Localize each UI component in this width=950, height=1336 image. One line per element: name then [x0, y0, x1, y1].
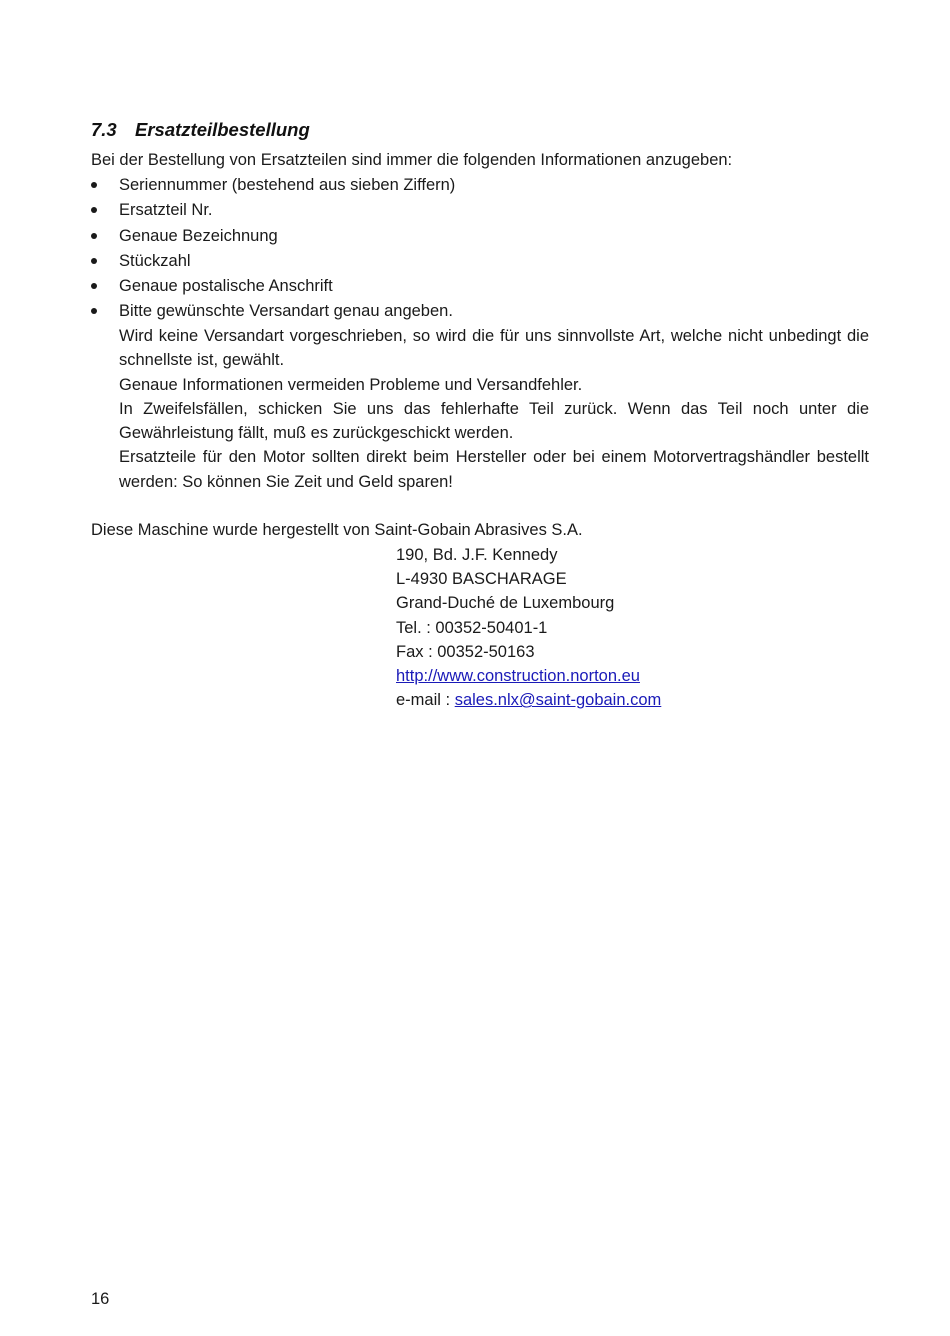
bullet-icon	[91, 258, 97, 264]
list-item-text: Stückzahl	[119, 251, 191, 270]
list-item	[91, 299, 869, 324]
required-info-list	[91, 173, 869, 325]
section-heading	[91, 116, 310, 144]
list-item	[91, 274, 869, 299]
email-label: e-mail :	[396, 691, 455, 710]
note-paragraph: Genaue Informationen vermeiden Probleme und Versandfehler.	[119, 375, 583, 394]
address-city: L-4930 BASCHARAGE	[396, 570, 567, 589]
address-email-row	[396, 688, 661, 712]
list-item-text: Seriennummer (bestehend aus sieben Ziffern)	[119, 176, 456, 194]
page-number: 16	[91, 1290, 110, 1308]
list-item	[91, 198, 869, 223]
shipping-notes	[119, 324, 869, 494]
list-item-text: Bitte gewünschte Versandart genau angeben.	[119, 302, 453, 321]
website-link[interactable]: http://www.construction.norton.eu	[396, 666, 640, 685]
list-item-text: Genaue Bezeichnung	[119, 226, 278, 245]
section-title: Ersatzteilbestellung	[135, 119, 310, 140]
note-paragraph: In Zweifelsfällen, schicken Sie uns das fehlerhafte Teil zurück. Wenn das Teil noch unter die Gewährleistung fällt, muß es zurückgeschickt werden.	[119, 399, 869, 443]
list-item	[91, 249, 869, 274]
manufacturer-text: Diese Maschine wurde hergestellt von Saint-Gobain Abrasives S.A.	[91, 521, 583, 539]
manufacturer-address	[396, 543, 661, 712]
bullet-icon	[91, 308, 97, 314]
bullet-icon	[91, 182, 97, 188]
list-item	[91, 173, 869, 198]
address-street: 190, Bd. J.F. Kennedy	[396, 546, 558, 564]
section-number: 7.3	[91, 119, 117, 140]
email-link[interactable]: sales.nlx@saint-gobain.com	[454, 691, 662, 710]
note-paragraph: Ersatzteile für den Motor sollten direkt beim Hersteller oder bei einem Motorvertragshändler bestellt werden: So können Sie Zeit und Geld sparen!	[119, 448, 869, 491]
address-fax: Fax : 00352-50163	[396, 642, 535, 661]
address-website-row	[396, 664, 661, 688]
list-item-text: Ersatzteil Nr.	[119, 201, 213, 220]
bullet-icon	[91, 283, 97, 289]
note-paragraph: Wird keine Versandart vorgeschrieben, so wird die für uns sinnvollste Art, welche nicht unbedingt die schnellste ist, gewählt.	[119, 327, 869, 370]
intro-text: Bei der Bestellung von Ersatzteilen sind immer die folgenden Informationen anzugeben:	[91, 151, 733, 169]
list-item	[91, 224, 869, 249]
address-phone: Tel. : 00352-50401-1	[396, 618, 548, 637]
address-country: Grand-Duché de Luxembourg	[396, 594, 615, 613]
bullet-icon	[91, 207, 97, 213]
bullet-icon	[91, 233, 97, 239]
list-item-text: Genaue postalische Anschrift	[119, 277, 333, 296]
